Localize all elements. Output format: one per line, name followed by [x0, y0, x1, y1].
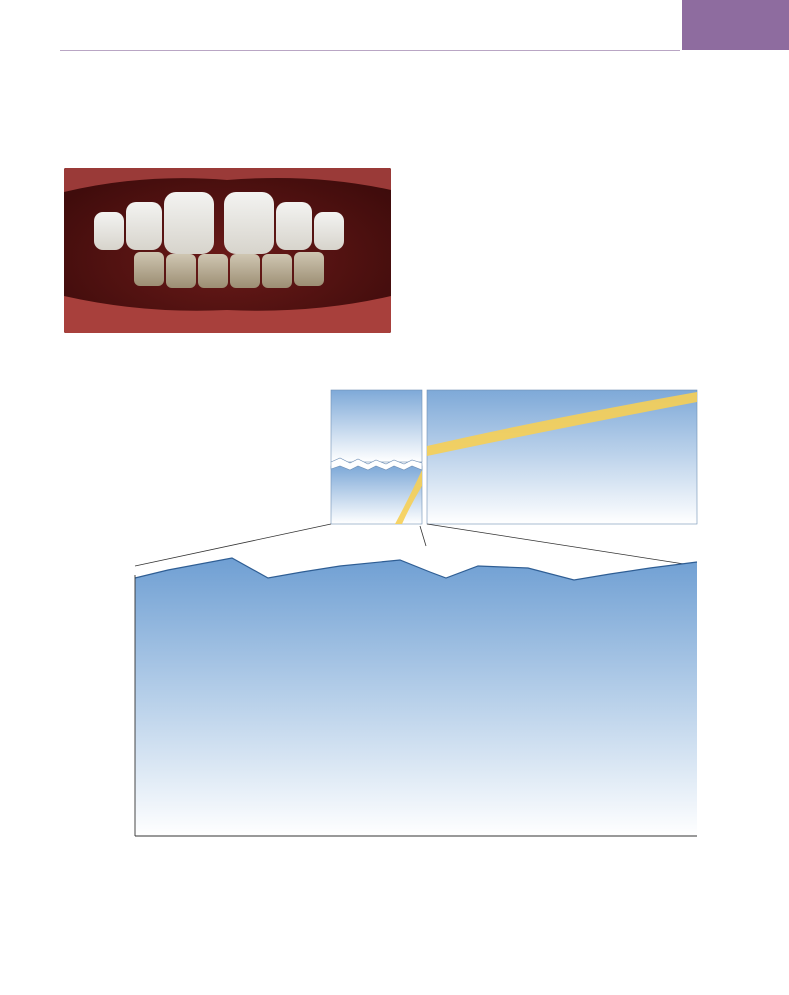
- embryonic-lower-panel: [331, 466, 422, 524]
- week-divider: [420, 526, 426, 546]
- expansion-line-right: [427, 524, 697, 566]
- main-plot-area: [135, 558, 697, 836]
- running-header: [659, 34, 663, 49]
- figure-2-2: [0, 372, 789, 882]
- fetal-panel: [427, 390, 697, 524]
- header-rule: [60, 50, 680, 51]
- embryonic-upper-panel: [331, 390, 422, 462]
- dentition-photo: [64, 168, 391, 333]
- page-number: [682, 0, 789, 50]
